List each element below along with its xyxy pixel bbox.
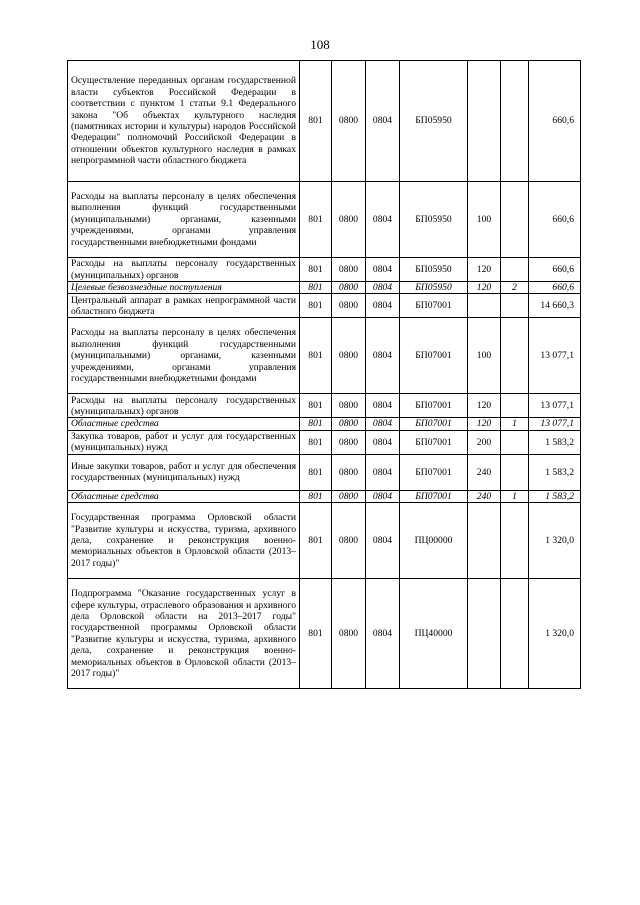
amount-cell: 14 660,3 <box>529 294 581 318</box>
grbs-cell: 801 <box>300 454 332 490</box>
section-cell: 0800 <box>332 318 366 394</box>
expense-name-cell: Расходы на выплаты персоналу государственных (муниципальных) органов <box>68 258 300 282</box>
section-cell: 0800 <box>332 430 366 454</box>
page-number: 108 <box>310 37 330 52</box>
target-article-cell: БП07001 <box>400 318 468 394</box>
subsection-cell: 0804 <box>366 503 400 579</box>
target-article-cell: БП05950 <box>400 258 468 282</box>
section-cell: 0800 <box>332 454 366 490</box>
section-cell: 0800 <box>332 503 366 579</box>
table-row <box>68 418 581 430</box>
section-cell: 0800 <box>332 258 366 282</box>
table-row <box>68 294 581 318</box>
expense-name-cell: Государственная программа Орловской области "Развитие культуры и искусства, туризма, архивного дела, сохранение и реконструкция военно-мемориальных объектов в Орловской области (2013–2017 годы)" <box>68 503 300 579</box>
grbs-cell: 801 <box>300 418 332 430</box>
amount-cell: 660,6 <box>529 258 581 282</box>
section-cell: 0800 <box>332 282 366 294</box>
grbs-cell: 801 <box>300 579 332 689</box>
section-cell: 0800 <box>332 579 366 689</box>
expense-name-cell: Расходы на выплаты персоналу в целях обеспечения выполнения функций государственными (муниципальными) органами, казенными учреждениями, органами управления государственными внебюджетными фондами <box>68 318 300 394</box>
expense-type-cell: 100 <box>468 318 501 394</box>
expense-name-cell: Подпрограмма "Оказание государственных услуг в сфере культуры, отраслевого образования и архивного дела Орловской области на 2013–2017 годы" государственной программы Орловской области "Развитие культуры и искусства, туризма, архивного дела, сохранение и реконструкция военно-мемориальных объектов в Орловской области (2013–2017 годы)" <box>68 579 300 689</box>
expense-name-cell: Центральный аппарат в рамках непрограммной части областного бюджета <box>68 294 300 318</box>
target-article-cell: БП05950 <box>400 282 468 294</box>
budget-table <box>67 60 581 689</box>
grbs-cell: 801 <box>300 61 332 182</box>
grbs-cell: 801 <box>300 394 332 418</box>
expense-name-cell: Областные средства <box>68 418 300 430</box>
expense-type-cell: 120 <box>468 418 501 430</box>
expense-type-cell: 240 <box>468 454 501 490</box>
section-cell: 0800 <box>332 294 366 318</box>
funding-source-cell <box>501 318 529 394</box>
table-row <box>68 503 581 579</box>
target-article-cell: БП05950 <box>400 61 468 182</box>
amount-cell: 1 583,2 <box>529 430 581 454</box>
subsection-cell: 0804 <box>366 182 400 258</box>
amount-cell: 1 320,0 <box>529 579 581 689</box>
target-article-cell: БП05950 <box>400 182 468 258</box>
section-cell: 0800 <box>332 418 366 430</box>
amount-cell: 13 077,1 <box>529 418 581 430</box>
budget-table-body <box>68 61 581 689</box>
expense-type-cell: 200 <box>468 430 501 454</box>
section-cell: 0800 <box>332 394 366 418</box>
target-article-cell: БП07001 <box>400 418 468 430</box>
expense-name-cell: Иные закупки товаров, работ и услуг для обеспечения государственных (муниципальных) нужд <box>68 454 300 490</box>
table-row <box>68 182 581 258</box>
funding-source-cell: 1 <box>501 490 529 502</box>
funding-source-cell <box>501 454 529 490</box>
funding-source-cell <box>501 394 529 418</box>
target-article-cell: БП07001 <box>400 294 468 318</box>
expense-type-cell: 100 <box>468 182 501 258</box>
target-article-cell: БП07001 <box>400 490 468 502</box>
grbs-cell: 801 <box>300 490 332 502</box>
expense-name-cell: Расходы на выплаты персоналу государственных (муниципальных) органов <box>68 394 300 418</box>
target-article-cell: ПЦ00000 <box>400 503 468 579</box>
table-row <box>68 430 581 454</box>
section-cell: 0800 <box>332 182 366 258</box>
target-article-cell: БП07001 <box>400 454 468 490</box>
table-row <box>68 394 581 418</box>
funding-source-cell <box>501 503 529 579</box>
subsection-cell: 0804 <box>366 61 400 182</box>
subsection-cell: 0804 <box>366 258 400 282</box>
subsection-cell: 0804 <box>366 294 400 318</box>
subsection-cell: 0804 <box>366 490 400 502</box>
table-row <box>68 318 581 394</box>
target-article-cell: БП07001 <box>400 430 468 454</box>
expense-type-cell <box>468 503 501 579</box>
table-row <box>68 454 581 490</box>
grbs-cell: 801 <box>300 258 332 282</box>
funding-source-cell <box>501 61 529 182</box>
subsection-cell: 0804 <box>366 418 400 430</box>
table-row <box>68 61 581 182</box>
expense-type-cell: 120 <box>468 394 501 418</box>
subsection-cell: 0804 <box>366 318 400 394</box>
grbs-cell: 801 <box>300 430 332 454</box>
funding-source-cell <box>501 579 529 689</box>
table-row <box>68 490 581 502</box>
expense-type-cell: 240 <box>468 490 501 502</box>
expense-name-cell: Расходы на выплаты персоналу в целях обеспечения выполнения функций государственными (муниципальными) органами, казенными учреждениями, органами управления государственными внебюджетными фондами <box>68 182 300 258</box>
expense-type-cell <box>468 294 501 318</box>
section-cell: 0800 <box>332 61 366 182</box>
funding-source-cell <box>501 430 529 454</box>
target-article-cell: ПЦ40000 <box>400 579 468 689</box>
grbs-cell: 801 <box>300 318 332 394</box>
grbs-cell: 801 <box>300 182 332 258</box>
table-row <box>68 258 581 282</box>
target-article-cell: БП07001 <box>400 394 468 418</box>
funding-source-cell: 2 <box>501 282 529 294</box>
subsection-cell: 0804 <box>366 394 400 418</box>
subsection-cell: 0804 <box>366 282 400 294</box>
expense-type-cell <box>468 579 501 689</box>
grbs-cell: 801 <box>300 282 332 294</box>
expense-type-cell: 120 <box>468 258 501 282</box>
funding-source-cell <box>501 258 529 282</box>
subsection-cell: 0804 <box>366 454 400 490</box>
expense-type-cell: 120 <box>468 282 501 294</box>
funding-source-cell: 1 <box>501 418 529 430</box>
funding-source-cell <box>501 294 529 318</box>
amount-cell: 660,6 <box>529 282 581 294</box>
expense-name-cell: Осуществление переданных органам государственной власти субъектов Российской Федерации в соответствии с пунктом 1 статьи 9.1 Федерального закона "Об объектах культурного наследия (памятниках истории и культуры) народов Российской Федерации" полномочий Российской Федерации в отношении объектов культурного наследия в рамках непрограммной части областного бюджета <box>68 61 300 182</box>
amount-cell: 660,6 <box>529 61 581 182</box>
grbs-cell: 801 <box>300 503 332 579</box>
amount-cell: 1 320,0 <box>529 503 581 579</box>
amount-cell: 1 583,2 <box>529 490 581 502</box>
expense-type-cell <box>468 61 501 182</box>
expense-name-cell: Целевые безвозмездные поступления <box>68 282 300 294</box>
funding-source-cell <box>501 182 529 258</box>
subsection-cell: 0804 <box>366 430 400 454</box>
amount-cell: 13 077,1 <box>529 394 581 418</box>
table-row <box>68 282 581 294</box>
grbs-cell: 801 <box>300 294 332 318</box>
expense-name-cell: Закупка товаров, работ и услуг для государственных (муниципальных) нужд <box>68 430 300 454</box>
section-cell: 0800 <box>332 490 366 502</box>
amount-cell: 1 583,2 <box>529 454 581 490</box>
subsection-cell: 0804 <box>366 579 400 689</box>
amount-cell: 660,6 <box>529 182 581 258</box>
table-row <box>68 579 581 689</box>
amount-cell: 13 077,1 <box>529 318 581 394</box>
expense-name-cell: Областные средства <box>68 490 300 502</box>
